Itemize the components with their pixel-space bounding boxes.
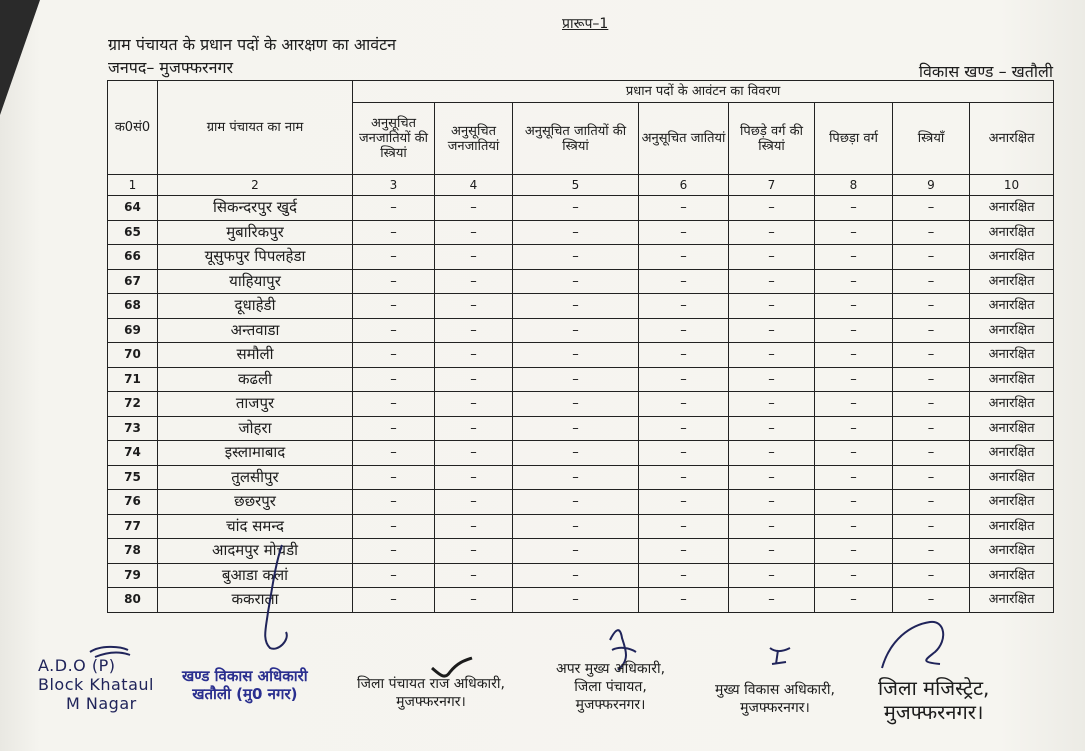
column-number: 10 — [970, 175, 1054, 196]
row-dash-cell: – — [639, 441, 729, 466]
table-row — [108, 294, 1054, 319]
header-category-5: अनुसूचित जातियों की स्त्रियां — [513, 103, 639, 175]
ado-line-1: A.D.O (P) — [38, 656, 116, 675]
magistrate-signatory — [878, 676, 989, 724]
row-dash-cell: – — [513, 269, 639, 294]
row-dash-cell: – — [639, 343, 729, 368]
row-dash-cell: – — [815, 367, 893, 392]
row-serial-number: 67 — [108, 269, 158, 294]
form-label: प्रारूप–1 — [562, 16, 609, 32]
row-dash-cell: – — [513, 392, 639, 417]
column-number: 7 — [729, 175, 815, 196]
table-row — [108, 465, 1054, 490]
row-dash-cell: – — [729, 539, 815, 564]
mukhya-line-1: मुख्य विकास अधिकारी, — [715, 682, 835, 698]
apar-line-3: मुजफ्फरनगर। — [575, 697, 646, 713]
column-number: 6 — [639, 175, 729, 196]
row-dash-cell: – — [513, 514, 639, 539]
row-dash-cell: – — [729, 220, 815, 245]
row-dash-cell: – — [353, 392, 435, 417]
row-dash-cell: – — [639, 245, 729, 270]
row-dash-cell: – — [435, 343, 513, 368]
row-panchayat-name: याहियापुर — [158, 269, 353, 294]
row-reservation-status: अनारक्षित — [970, 343, 1054, 368]
row-dash-cell: – — [893, 343, 970, 368]
row-dash-cell: – — [729, 294, 815, 319]
row-dash-cell: – — [815, 294, 893, 319]
row-dash-cell: – — [513, 588, 639, 613]
column-number: 5 — [513, 175, 639, 196]
row-dash-cell: – — [353, 588, 435, 613]
row-reservation-status: अनारक्षित — [970, 465, 1054, 490]
row-dash-cell: – — [435, 245, 513, 270]
column-number: 1 — [108, 175, 158, 196]
row-dash-cell: – — [729, 343, 815, 368]
row-serial-number: 75 — [108, 465, 158, 490]
row-dash-cell: – — [513, 245, 639, 270]
zila-panchayat-signatory — [357, 675, 505, 711]
row-reservation-status: अनारक्षित — [970, 490, 1054, 515]
row-dash-cell: – — [893, 465, 970, 490]
row-dash-cell: – — [815, 416, 893, 441]
row-dash-cell: – — [815, 318, 893, 343]
row-dash-cell: – — [815, 514, 893, 539]
row-dash-cell: – — [893, 318, 970, 343]
apar-mukhya-signatory — [556, 660, 665, 714]
row-dash-cell: – — [815, 563, 893, 588]
column-number: 2 — [158, 175, 353, 196]
row-panchayat-name: ताजपुर — [158, 392, 353, 417]
row-dash-cell: – — [435, 588, 513, 613]
ado-line-3: M Nagar — [66, 694, 137, 713]
row-dash-cell: – — [729, 245, 815, 270]
table-row — [108, 563, 1054, 588]
row-dash-cell: – — [435, 196, 513, 221]
row-panchayat-name: यूसुफपुर पिपलहेडा — [158, 245, 353, 270]
row-dash-cell: – — [513, 318, 639, 343]
row-serial-number: 73 — [108, 416, 158, 441]
row-serial-number: 71 — [108, 367, 158, 392]
document-title: ग्राम पंचायत के प्रधान पदों के आरक्षण का आवंटन — [108, 35, 397, 54]
mukhya-line-2: मुजफ्फरनगर। — [740, 700, 810, 716]
row-dash-cell: – — [639, 367, 729, 392]
row-dash-cell: – — [893, 539, 970, 564]
table-row — [108, 343, 1054, 368]
row-dash-cell: – — [729, 367, 815, 392]
table-row — [108, 490, 1054, 515]
row-reservation-status: अनारक्षित — [970, 318, 1054, 343]
row-dash-cell: – — [513, 294, 639, 319]
row-dash-cell: – — [639, 220, 729, 245]
column-number: 8 — [815, 175, 893, 196]
mukhya-vikas-signatory — [715, 681, 835, 717]
row-panchayat-name: छछरपुर — [158, 490, 353, 515]
row-dash-cell: – — [353, 343, 435, 368]
row-panchayat-name: कढली — [158, 367, 353, 392]
table-row — [108, 416, 1054, 441]
apar-line-1: अपर मुख्य अधिकारी, — [556, 661, 666, 677]
table-row — [108, 367, 1054, 392]
header-category-10: अनारक्षित — [970, 103, 1054, 175]
row-dash-cell: – — [435, 416, 513, 441]
row-dash-cell: – — [893, 294, 970, 319]
row-dash-cell: – — [435, 539, 513, 564]
row-panchayat-name: तुलसीपुर — [158, 465, 353, 490]
row-dash-cell: – — [893, 196, 970, 221]
ado-block — [38, 656, 154, 713]
row-dash-cell: – — [893, 367, 970, 392]
row-dash-cell: – — [353, 441, 435, 466]
row-dash-cell: – — [729, 465, 815, 490]
row-dash-cell: – — [639, 318, 729, 343]
row-reservation-status: अनारक्षित — [970, 514, 1054, 539]
row-dash-cell: – — [639, 196, 729, 221]
row-dash-cell: – — [729, 392, 815, 417]
row-dash-cell: – — [639, 588, 729, 613]
row-dash-cell: – — [435, 441, 513, 466]
row-dash-cell: – — [513, 416, 639, 441]
column-number: 3 — [353, 175, 435, 196]
row-dash-cell: – — [729, 416, 815, 441]
row-dash-cell: – — [815, 196, 893, 221]
row-dash-cell: – — [513, 343, 639, 368]
row-dash-cell: – — [639, 269, 729, 294]
row-dash-cell: – — [815, 392, 893, 417]
row-serial-number: 77 — [108, 514, 158, 539]
row-dash-cell: – — [513, 196, 639, 221]
bdo-line-1: खण्ड विकास अधिकारी — [182, 667, 308, 685]
bdo-line-2: खतौली (मु0 नगर) — [192, 685, 298, 703]
row-reservation-status: अनारक्षित — [970, 539, 1054, 564]
row-dash-cell: – — [513, 367, 639, 392]
row-dash-cell: – — [815, 245, 893, 270]
ado-line-2: Block Khataul — [38, 675, 154, 694]
row-dash-cell: – — [639, 563, 729, 588]
row-dash-cell: – — [815, 343, 893, 368]
row-dash-cell: – — [893, 245, 970, 270]
row-serial-number: 66 — [108, 245, 158, 270]
row-dash-cell: – — [815, 588, 893, 613]
row-panchayat-name: इस्लामाबाद — [158, 441, 353, 466]
row-reservation-status: अनारक्षित — [970, 588, 1054, 613]
row-dash-cell: – — [353, 416, 435, 441]
row-dash-cell: – — [353, 367, 435, 392]
zila-line-2: मुजफ्फरनगर। — [396, 694, 466, 710]
row-dash-cell: – — [639, 539, 729, 564]
row-reservation-status: अनारक्षित — [970, 245, 1054, 270]
row-dash-cell: – — [639, 392, 729, 417]
row-dash-cell: – — [513, 220, 639, 245]
row-dash-cell: – — [353, 318, 435, 343]
row-serial-number: 69 — [108, 318, 158, 343]
row-reservation-status: अनारक्षित — [970, 220, 1054, 245]
row-dash-cell: – — [639, 416, 729, 441]
row-serial-number: 65 — [108, 220, 158, 245]
row-dash-cell: – — [353, 269, 435, 294]
row-panchayat-name: ककराला — [158, 588, 353, 613]
row-dash-cell: – — [639, 294, 729, 319]
row-panchayat-name: समौली — [158, 343, 353, 368]
row-dash-cell: – — [435, 392, 513, 417]
row-dash-cell: – — [729, 318, 815, 343]
reservation-table — [107, 80, 1054, 613]
row-dash-cell: – — [729, 196, 815, 221]
row-dash-cell: – — [893, 220, 970, 245]
row-dash-cell: – — [513, 490, 639, 515]
header-category-4: अनुसूचित जनजातियां — [435, 103, 513, 175]
table-row — [108, 196, 1054, 221]
row-dash-cell: – — [435, 220, 513, 245]
row-panchayat-name: जोहरा — [158, 416, 353, 441]
row-dash-cell: – — [729, 441, 815, 466]
row-dash-cell: – — [729, 563, 815, 588]
row-serial-number: 79 — [108, 563, 158, 588]
row-dash-cell: – — [729, 514, 815, 539]
row-dash-cell: – — [893, 514, 970, 539]
row-dash-cell: – — [893, 490, 970, 515]
row-dash-cell: – — [729, 490, 815, 515]
table-row — [108, 392, 1054, 417]
row-dash-cell: – — [639, 514, 729, 539]
row-dash-cell: – — [513, 539, 639, 564]
header-category-6: अनुसूचित जातियां — [639, 103, 729, 175]
bdo-stamp — [182, 667, 308, 703]
row-dash-cell: – — [639, 465, 729, 490]
table-row — [108, 441, 1054, 466]
row-dash-cell: – — [893, 416, 970, 441]
header-category-8: पिछड़ा वर्ग — [815, 103, 893, 175]
header-category-9: स्त्रियाँ — [893, 103, 970, 175]
row-dash-cell: – — [353, 514, 435, 539]
table-row — [108, 588, 1054, 613]
magistrate-line-1: जिला मजिस्ट्रेट, — [878, 676, 990, 700]
row-panchayat-name: अन्तवाडा — [158, 318, 353, 343]
row-dash-cell: – — [435, 490, 513, 515]
row-dash-cell: – — [893, 588, 970, 613]
row-reservation-status: अनारक्षित — [970, 196, 1054, 221]
row-dash-cell: – — [353, 294, 435, 319]
row-dash-cell: – — [729, 588, 815, 613]
column-number: 9 — [893, 175, 970, 196]
block-label: विकास खण्ड – खतौली — [918, 62, 1053, 81]
row-panchayat-name: मुबारिकपुर — [158, 220, 353, 245]
header-gram-panchayat-name: ग्राम पंचायत का नाम — [158, 81, 353, 175]
row-serial-number: 70 — [108, 343, 158, 368]
zila-line-1: जिला पंचायत राज अधिकारी, — [357, 676, 505, 692]
row-reservation-status: अनारक्षित — [970, 269, 1054, 294]
row-dash-cell: – — [435, 514, 513, 539]
district-label: जनपद– मुजफ्फरनगर — [108, 58, 234, 77]
row-dash-cell: – — [815, 490, 893, 515]
row-dash-cell: – — [353, 196, 435, 221]
row-dash-cell: – — [513, 563, 639, 588]
row-dash-cell: – — [815, 441, 893, 466]
row-serial-number: 80 — [108, 588, 158, 613]
row-dash-cell: – — [513, 441, 639, 466]
row-serial-number: 74 — [108, 441, 158, 466]
row-reservation-status: अनारक्षित — [970, 563, 1054, 588]
row-panchayat-name: चांद समन्द — [158, 514, 353, 539]
scan-corner-shadow — [0, 0, 40, 115]
row-dash-cell: – — [893, 269, 970, 294]
row-dash-cell: – — [353, 245, 435, 270]
row-dash-cell: – — [435, 294, 513, 319]
table-row — [108, 220, 1054, 245]
row-dash-cell: – — [893, 441, 970, 466]
row-reservation-status: अनारक्षित — [970, 416, 1054, 441]
row-dash-cell: – — [353, 563, 435, 588]
row-dash-cell: – — [353, 539, 435, 564]
table-row — [108, 539, 1054, 564]
row-dash-cell: – — [353, 465, 435, 490]
header-serial-number: क0सं0 — [108, 81, 158, 175]
row-dash-cell: – — [893, 563, 970, 588]
row-dash-cell: – — [435, 563, 513, 588]
row-dash-cell: – — [353, 220, 435, 245]
row-serial-number: 64 — [108, 196, 158, 221]
row-serial-number: 76 — [108, 490, 158, 515]
row-dash-cell: – — [435, 269, 513, 294]
row-reservation-status: अनारक्षित — [970, 441, 1054, 466]
row-dash-cell: – — [815, 539, 893, 564]
row-dash-cell: – — [815, 269, 893, 294]
row-panchayat-name: दूधाहेडी — [158, 294, 353, 319]
row-panchayat-name: बुआडा कलां — [158, 563, 353, 588]
table-row — [108, 318, 1054, 343]
row-dash-cell: – — [435, 367, 513, 392]
row-reservation-status: अनारक्षित — [970, 294, 1054, 319]
table-row — [108, 514, 1054, 539]
header-allocation-group: प्रधान पदों के आवंटन का विवरण — [353, 81, 1054, 103]
row-dash-cell: – — [513, 465, 639, 490]
row-panchayat-name: सिकन्दरपुर खुर्द — [158, 196, 353, 221]
header-category-3: अनुसूचित जनजातियों की स्त्रियां — [353, 103, 435, 175]
row-serial-number: 72 — [108, 392, 158, 417]
table-row — [108, 245, 1054, 270]
row-dash-cell: – — [815, 220, 893, 245]
row-dash-cell: – — [893, 392, 970, 417]
row-dash-cell: – — [435, 318, 513, 343]
header-category-7: पिछड़े वर्ग की स्त्रियां — [729, 103, 815, 175]
row-reservation-status: अनारक्षित — [970, 392, 1054, 417]
row-panchayat-name: आदमपुर मोचडी — [158, 539, 353, 564]
table-row — [108, 269, 1054, 294]
row-dash-cell: – — [435, 465, 513, 490]
row-dash-cell: – — [639, 490, 729, 515]
row-serial-number: 68 — [108, 294, 158, 319]
row-reservation-status: अनारक्षित — [970, 367, 1054, 392]
row-serial-number: 78 — [108, 539, 158, 564]
row-dash-cell: – — [353, 490, 435, 515]
magistrate-line-2: मुजफ्फरनगर। — [883, 700, 984, 724]
apar-line-2: जिला पंचायत, — [574, 679, 647, 695]
row-dash-cell: – — [815, 465, 893, 490]
column-number: 4 — [435, 175, 513, 196]
row-dash-cell: – — [729, 269, 815, 294]
